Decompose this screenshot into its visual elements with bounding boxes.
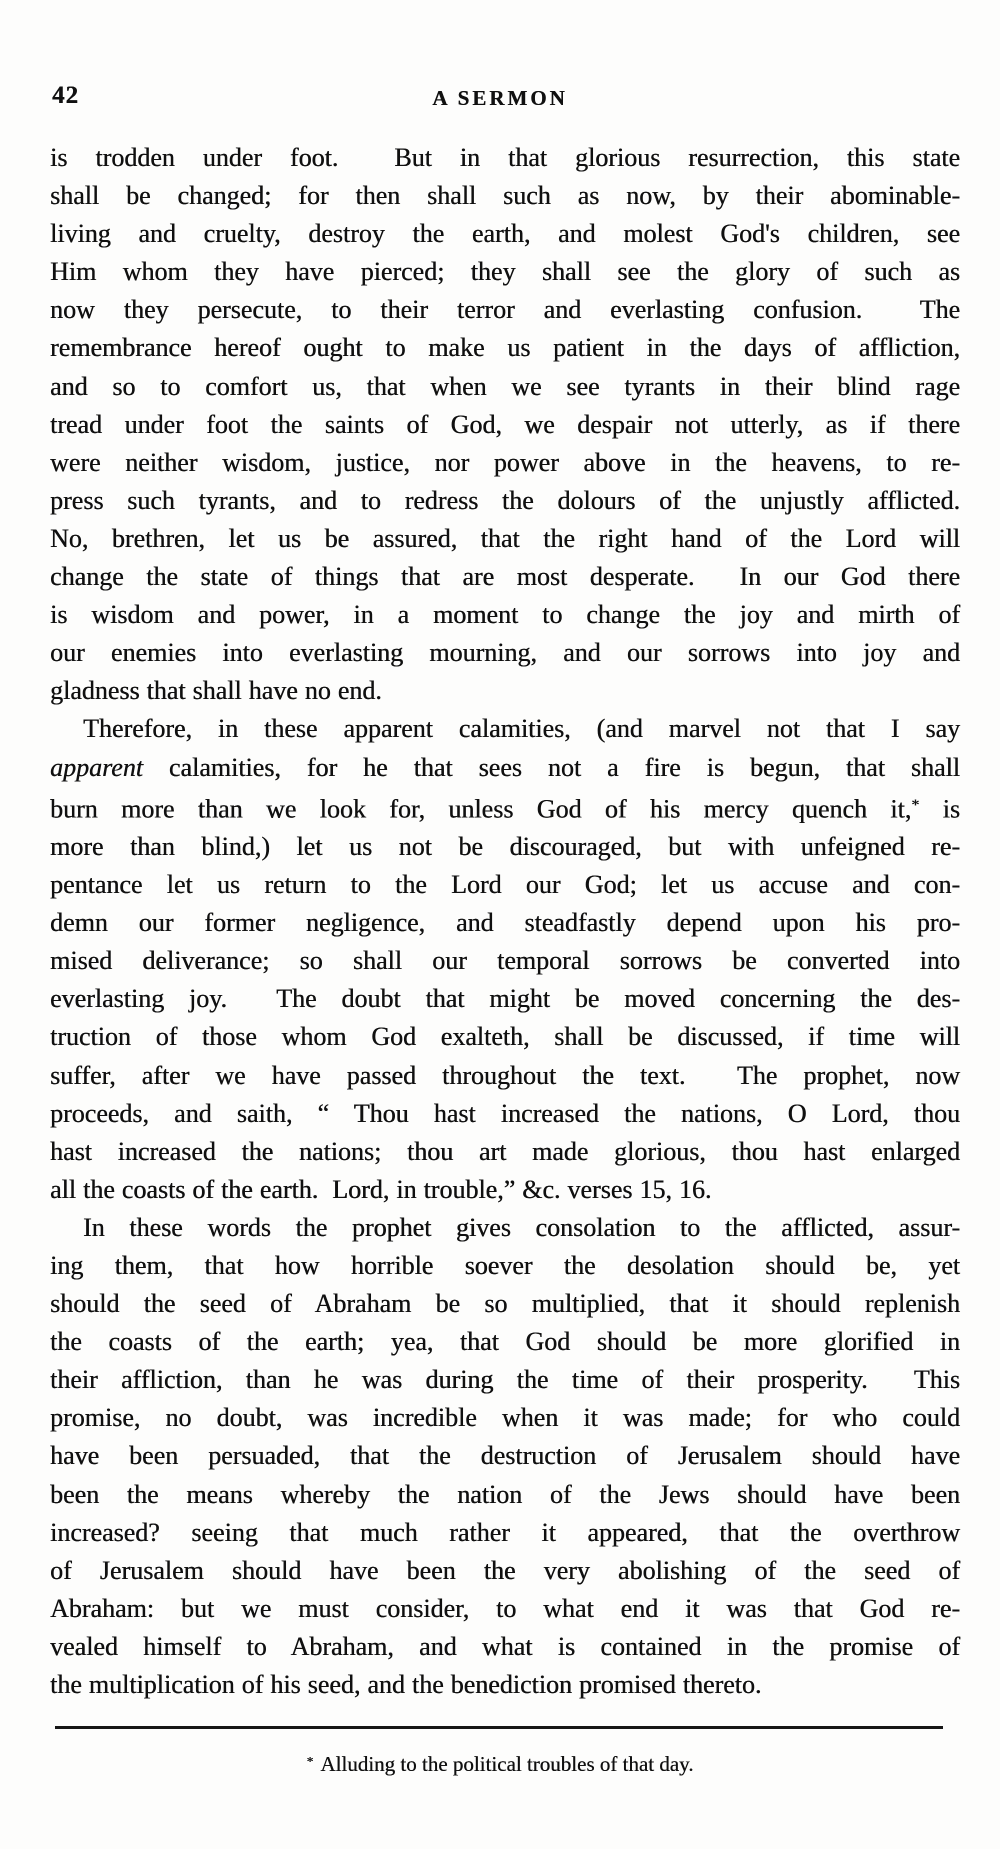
paragraph (50, 139, 960, 710)
text-line (50, 1057, 960, 1095)
footnote-text: Alluding to the political troubles of that day. (320, 1752, 694, 1776)
text-line (50, 1476, 960, 1514)
running-title: A SERMON (432, 86, 568, 110)
text-line (50, 558, 960, 596)
text-line (50, 1552, 960, 1590)
text-line (50, 672, 960, 710)
text-segment: press such tyrants, and to redress the dolours of the unjustly afflicted. (50, 485, 960, 515)
text-segment: everlasting joy. The doubt that might be moved concerning the des- (50, 984, 960, 1014)
text-segment: gladness that shall have no end. (50, 676, 382, 706)
text-line (50, 1171, 960, 1209)
paragraph (50, 1209, 960, 1704)
text-line (50, 1514, 960, 1552)
text-segment: now they persecute, to their terror and everlasting confusion. The (50, 295, 960, 325)
text-segment: burn more than we look for, unless God of his mercy quench it, (50, 793, 912, 823)
text-line (50, 177, 960, 215)
text-segment: our enemies into everlasting mourning, and our sorrows into joy and (50, 638, 960, 668)
text-line (50, 596, 960, 634)
text-line (50, 1437, 960, 1475)
text-line (50, 1285, 960, 1323)
text-segment: should the seed of Abraham be so multiplied, that it should replenish (50, 1289, 960, 1319)
text-line (50, 1361, 960, 1399)
text-segment: is wisdom and power, in a moment to change the joy and mirth of (50, 600, 960, 630)
text-segment: all the coasts of the earth. Lord, in trouble,” &c. verses 15, 16. (50, 1174, 712, 1204)
text-line (50, 710, 960, 748)
text-segment: is (919, 793, 960, 823)
text-segment: Abraham: but we must consider, to what end it was that God re- (50, 1593, 960, 1623)
text-segment: tread under foot the saints of God, we despair not utterly, as if there (50, 409, 960, 439)
text-segment: suffer, after we have passed throughout the text. The prophet, now (50, 1060, 960, 1090)
text-segment: ing them, that how horrible soever the desolation should be, yet (50, 1250, 960, 1280)
text-line (50, 253, 960, 291)
text-segment: Him whom they have pierced; they shall see the glory of such as (50, 257, 960, 287)
text-segment: their affliction, than he was during the time of their prosperity. This (50, 1365, 960, 1395)
text-segment: been the means whereby the nation of the Jews should have been (50, 1479, 960, 1509)
text-segment: change the state of things that are most desperate. In our God there (50, 562, 960, 592)
text-segment: is trodden under foot. But in that glorious resurrection, this state (50, 143, 960, 172)
text-line (50, 749, 960, 787)
text-segment: In these words the prophet gives consolation to the afflicted, assur- (83, 1212, 960, 1242)
text-line (50, 1399, 960, 1437)
text-line (50, 904, 960, 942)
text-line (50, 482, 960, 520)
text-line (50, 520, 960, 558)
text-segment: demn our former negligence, and steadfastly depend upon his pro- (50, 908, 960, 938)
text-block (50, 139, 960, 1704)
text-line (50, 634, 960, 672)
footnote-marker: * (306, 1753, 314, 1769)
paragraph (50, 710, 960, 1208)
text-segment: shall be changed; for then shall such as now, by their abominable- (50, 181, 960, 211)
text-segment: and so to comfort us, that when we see tyrants in their blind rage (50, 371, 960, 401)
text-segment: pentance let us return to the Lord our God; let us accuse and con- (50, 870, 960, 900)
text-line (50, 1323, 960, 1361)
text-line (50, 1095, 960, 1133)
text-line (50, 406, 960, 444)
text-segment: Therefore, in these apparent calamities, (and marvel not that I say (83, 714, 960, 744)
page-number: 42 (52, 82, 79, 109)
text-segment: mised deliverance; so shall our temporal sorrows be converted into (50, 946, 960, 976)
text-segment: living and cruelty, destroy the earth, and molest God's children, see (50, 219, 960, 249)
text-segment: the coasts of the earth; yea, that God should be more glorified in (50, 1327, 960, 1357)
text-line (50, 444, 960, 482)
text-line (50, 1133, 960, 1171)
text-segment: promise, no doubt, was incredible when it was made; for who could (50, 1403, 960, 1433)
text-line (50, 980, 960, 1018)
text-line (50, 329, 960, 367)
text-line (50, 866, 960, 904)
footnote-divider (55, 1726, 943, 1729)
text-segment: hast increased the nations; thou art made glorious, thou hast enlarged (50, 1136, 960, 1166)
text-segment: truction of those whom God exalteth, shall be discussed, if time will (50, 1022, 960, 1052)
text-line (50, 1209, 960, 1247)
text-segment: were neither wisdom, justice, nor power above in the heavens, to re- (50, 447, 960, 477)
text-line (50, 368, 960, 406)
footnote (0, 1752, 1000, 1777)
text-line (50, 787, 960, 828)
text-segment: vealed himself to Abraham, and what is contained in the promise of (50, 1631, 960, 1661)
text-line (50, 139, 960, 177)
text-segment: calamities, for he that sees not a fire is begun, that shall (142, 752, 960, 782)
text-line (50, 215, 960, 253)
text-segment: proceeds, and saith, “ Thou hast increased the nations, O Lord, thou (50, 1098, 960, 1128)
text-segment: more than blind,) let us not be discouraged, but with unfeigned re- (50, 831, 960, 861)
text-segment: remembrance hereof ought to make us patient in the days of affliction, (50, 333, 960, 363)
text-segment: No, brethren, let us be assured, that the right hand of the Lord will (50, 523, 960, 553)
text-segment: of Jerusalem should have been the very abolishing of the seed of (50, 1555, 960, 1585)
footnote-reference: * (911, 796, 920, 814)
text-line (50, 1666, 960, 1704)
text-line (50, 942, 960, 980)
running-header (0, 86, 1000, 111)
text-line (50, 1628, 960, 1666)
text-segment: increased? seeing that much rather it appeared, that the overthrow (50, 1517, 960, 1547)
text-line (50, 291, 960, 329)
text-line (50, 828, 960, 866)
text-segment: have been persuaded, that the destruction of Jerusalem should have (50, 1441, 960, 1471)
text-line (50, 1018, 960, 1056)
text-line (50, 1590, 960, 1628)
text-segment: apparent (50, 752, 143, 782)
text-line (50, 1247, 960, 1285)
text-segment: the multiplication of his seed, and the benediction promised thereto. (50, 1670, 762, 1699)
